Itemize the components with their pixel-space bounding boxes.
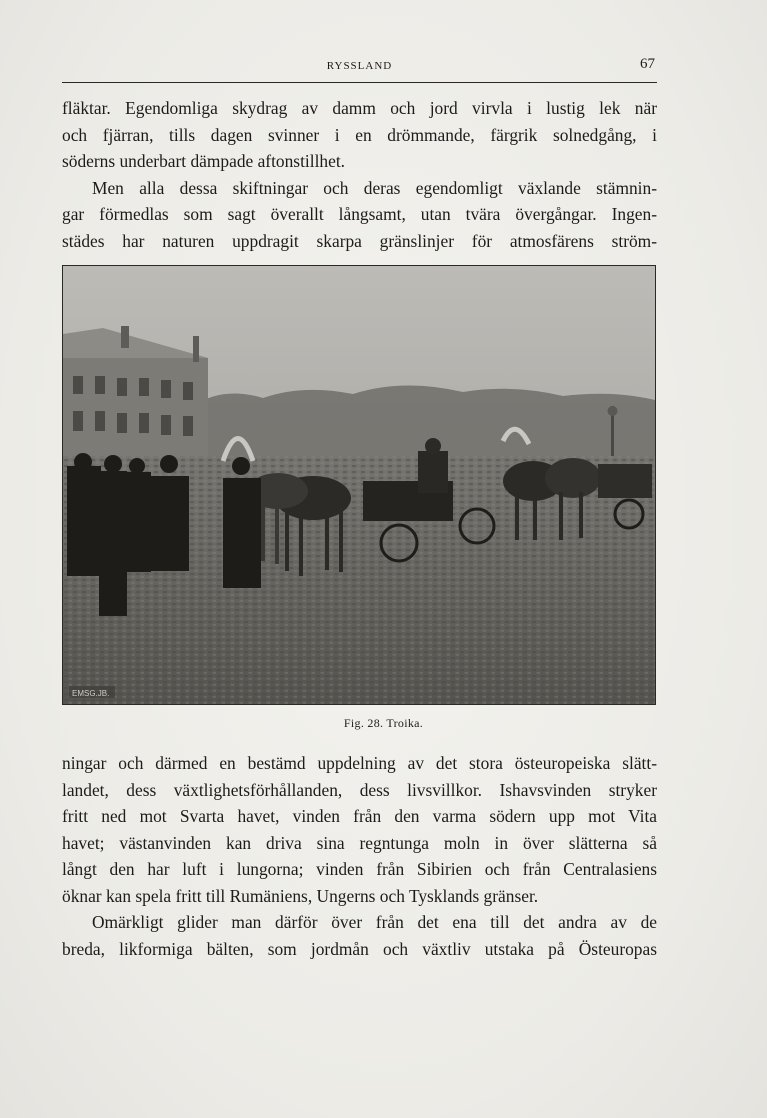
text-line: långt den har luft i lungorna; vinden från Sibirien och från Centralasiens bbox=[62, 859, 657, 879]
text-line: städes har naturen uppdragit skarpa gränslinjer för atmosfärens ström- bbox=[62, 230, 657, 251]
text-line: öknar kan spela fritt till Rumäniens, Ungerns och Tysklands gränser. bbox=[62, 885, 539, 906]
text-line: havet; västanvinden kan driva sina regntunga moln in över slätterna så bbox=[62, 832, 657, 853]
text-line: och fjärran, tills dagen svinner i en drömmande, färgrik solnedgång, i bbox=[62, 124, 657, 145]
running-title: RYSSLAND bbox=[326, 60, 393, 72]
troika-photograph bbox=[62, 265, 656, 705]
text-line: breda, likformiga bälten, som jordmån och växtliv utstaka på Östeuropas bbox=[62, 938, 657, 959]
text-line: söderns underbart dämpade aftonstillhet. bbox=[62, 151, 345, 171]
text-line: landet, dess växtlighetsförhållanden, dess livsvillkor. Ishavsvinden stryker bbox=[62, 779, 657, 800]
text-line: Men alla dessa skiftningar och deras egendomligt växlande stämnin- bbox=[92, 177, 657, 198]
text-line: gar förmedlas som sagt överallt långsamt, utan tvära övergångar. Ingen- bbox=[62, 204, 657, 224]
running-header bbox=[62, 56, 657, 83]
page-number: 67 bbox=[640, 56, 655, 72]
text-line: Omärkligt glider man därför över från det ena till det andra av de bbox=[92, 912, 657, 932]
body-text-bottom bbox=[62, 750, 657, 962]
text-line: fritt ned mot Svarta havet, vinden från den varma södern upp mot Vita bbox=[62, 806, 657, 826]
photo-mark: EMSG.JB. bbox=[72, 689, 110, 698]
body-text-top bbox=[62, 95, 657, 254]
text-line: ningar och därmed en bestämd uppdelning av det stora östeuropeiska slätt- bbox=[62, 753, 657, 773]
text-line: fläktar. Egendomliga skydrag av damm och jord virvla i lustig lek när bbox=[62, 98, 657, 118]
figure-caption: Fig. 28. Troika. bbox=[343, 716, 424, 730]
